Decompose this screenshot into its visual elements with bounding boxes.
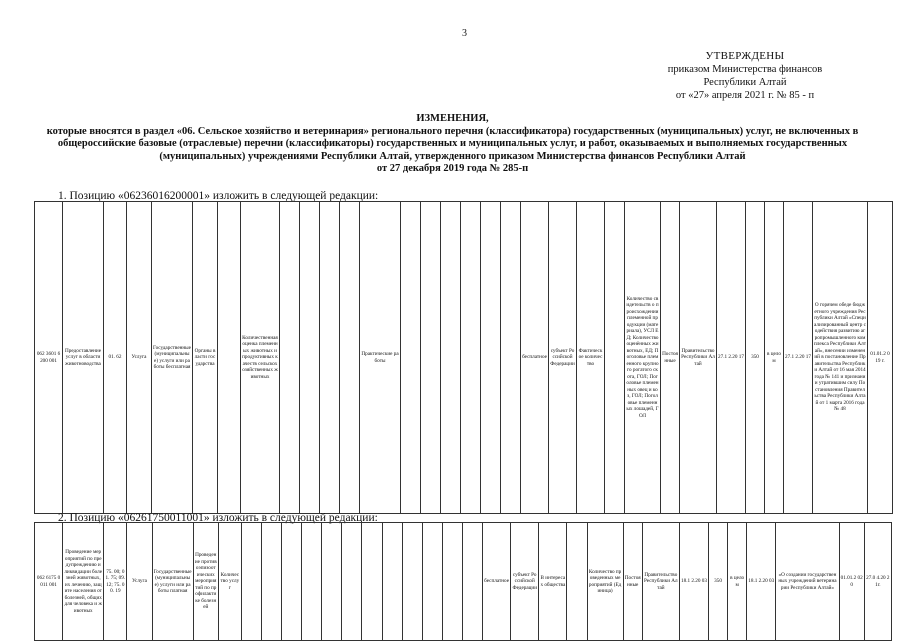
title-heading: ИЗМЕНЕНИЯ, — [416, 113, 489, 124]
table-cell — [280, 202, 300, 514]
table-cell: в целом — [728, 523, 747, 641]
table-cell — [605, 202, 625, 514]
table-cell: Проведение мероприятий по предупреждению и ликвидации болезней животных, их лечению, защите населения от болезней, общих для человека и животных — [63, 523, 104, 641]
table-cell: субъект Российской Федерации — [549, 202, 577, 514]
table-cell: Фактическое количество — [577, 202, 605, 514]
title-line: (муниципальных) учреждениями Республики Алтай, утвержденного приказом Министерства финансов Республики Алтай — [159, 150, 746, 162]
table-cell: Количество проведенных мероприятий (Единица) — [587, 523, 623, 641]
table-cell: бесплатное — [483, 523, 511, 641]
table-cell: 350 — [709, 523, 728, 641]
table-cell: Количество свидетельств о происхождении племенной продукции (материала), УСЛ ЕД; Количество оценённых животных, ЕД; Поголовье племенного крупного рогатого скота, ГОЛ; Поголовье племенных овец и коз, ГОЛ; Поголовье племенных лошадей, ГОЛ — [625, 202, 661, 514]
table-cell: бесплатное — [521, 202, 549, 514]
table-cell — [262, 523, 282, 641]
table-cell — [441, 202, 461, 514]
table-cell: 01.01.2 020 — [839, 523, 864, 641]
table-cell — [462, 523, 482, 641]
section2-caption: 2. Позицию «06261750011001» изложить в следующей редакции: — [58, 512, 378, 524]
approval-block — [640, 50, 850, 102]
table-cell — [401, 202, 421, 514]
table-cell: 01.01.2 019 г. — [868, 202, 893, 514]
table-cell — [461, 202, 481, 514]
table-cell: 27.1 2.20 17 — [784, 202, 813, 514]
table-cell — [300, 202, 320, 514]
table-cell: субъект Российской Федерации — [511, 523, 539, 641]
table-cell: Правительство Республики Алтай — [642, 523, 679, 641]
table-cell: Государственные (муниципальные) услуги или работы бесплатная — [152, 202, 193, 514]
table-cell: Проведение противоэпизоотических мероприятий по профилактике болезней — [193, 523, 218, 641]
table-cell — [322, 523, 342, 641]
table-cell: 75. 00; 01. 75; 09. 12; 75. 00. 19 — [104, 523, 127, 641]
table-cell — [567, 523, 587, 641]
table-cell — [282, 523, 302, 641]
table-cell: «О создании государственных учреждений ветеринарии Республики Алтай» — [776, 523, 839, 641]
title-line: которые вносятся в раздел «06. Сельское хозяйство и ветеринария» регионального перечня (классификатора) государственных (муниципальных) услуг, не включенных в — [46, 125, 859, 137]
section1-table — [34, 201, 893, 514]
table-cell: Государственные (муниципальные) услуги или работы платная — [152, 523, 193, 641]
table-cell — [302, 523, 322, 641]
table-cell: 27.0 4.20 21г. — [864, 523, 891, 641]
table-cell: Количественная оценка племенных животных и продуктивных качеств сельскохозяйственных животных — [241, 202, 280, 514]
table-cell — [340, 202, 360, 514]
table-cell: Практические работы — [360, 202, 401, 514]
table-cell — [402, 523, 422, 641]
table-cell — [501, 202, 521, 514]
table-cell: В интересах общества — [539, 523, 567, 641]
approval-line: от «27» апреля 2021 г. № 85 - п — [675, 90, 815, 101]
table-cell: в целом — [765, 202, 784, 514]
table-row — [35, 202, 893, 514]
table-cell: Правительство Республики Алтай — [680, 202, 717, 514]
table-cell: Услуга — [127, 523, 152, 641]
approval-line: Республики Алтай — [703, 77, 787, 88]
table-cell: Услуга — [127, 202, 152, 514]
table-cell — [218, 202, 241, 514]
approval-line: приказом Министерства финансов — [667, 64, 823, 75]
table-cell — [421, 202, 441, 514]
table-cell: Постоянные — [623, 523, 642, 641]
table-cell — [481, 202, 501, 514]
table-cell: 350 — [746, 202, 765, 514]
table-cell: 27.1 2.20 17 — [717, 202, 746, 514]
table-cell — [442, 523, 462, 641]
table-cell — [320, 202, 340, 514]
title-line: от 27 декабря 2019 года № 285-п — [376, 163, 529, 174]
table-cell — [422, 523, 442, 641]
section2-table — [34, 522, 892, 641]
table-cell: 062 3601 6200 001 — [35, 202, 63, 514]
table-cell: О горячем обеде бюджетного учреждения Республики Алтай «Специализированный центр содействия развитию агропромышленного комплекса Республики Алтай», внесении изменений в постановление Правительства Республики Алтай от 16 мая 2014 года № 141 и признании утратившим силу Постановления Правительства Республики Алтай от 1 марта 2016 года № 48 — [813, 202, 868, 514]
table-cell: 062 6175 0011 001 — [35, 523, 63, 641]
table-cell: Количество услуг — [218, 523, 241, 641]
table-cell: Постоянные — [661, 202, 680, 514]
section1-caption: 1. Позицию «06236016200001» изложить в следующей редакции: — [58, 190, 379, 202]
table-cell — [382, 523, 402, 641]
table-cell: 18.1 2.20 03 — [679, 523, 708, 641]
table-row — [35, 523, 892, 641]
table-cell: Предоставление услуг в области животноводства — [63, 202, 104, 514]
table-cell — [362, 523, 382, 641]
approval-heading: УТВЕРЖДЕНЫ — [705, 50, 785, 62]
table-cell: 18.1 2.20 03 — [747, 523, 776, 641]
document-title — [30, 113, 875, 176]
page-number: 3 — [462, 28, 467, 39]
table-cell — [241, 523, 261, 641]
table-cell — [342, 523, 362, 641]
table-cell: Органы власти государства — [193, 202, 218, 514]
title-line: общероссийские базовые (отраслевые) перечни (классификаторы) государственных и муниципальных услуг, и работ, оказываемых и выполняемых государственных — [57, 138, 848, 149]
table-cell: 01. 62 — [104, 202, 127, 514]
